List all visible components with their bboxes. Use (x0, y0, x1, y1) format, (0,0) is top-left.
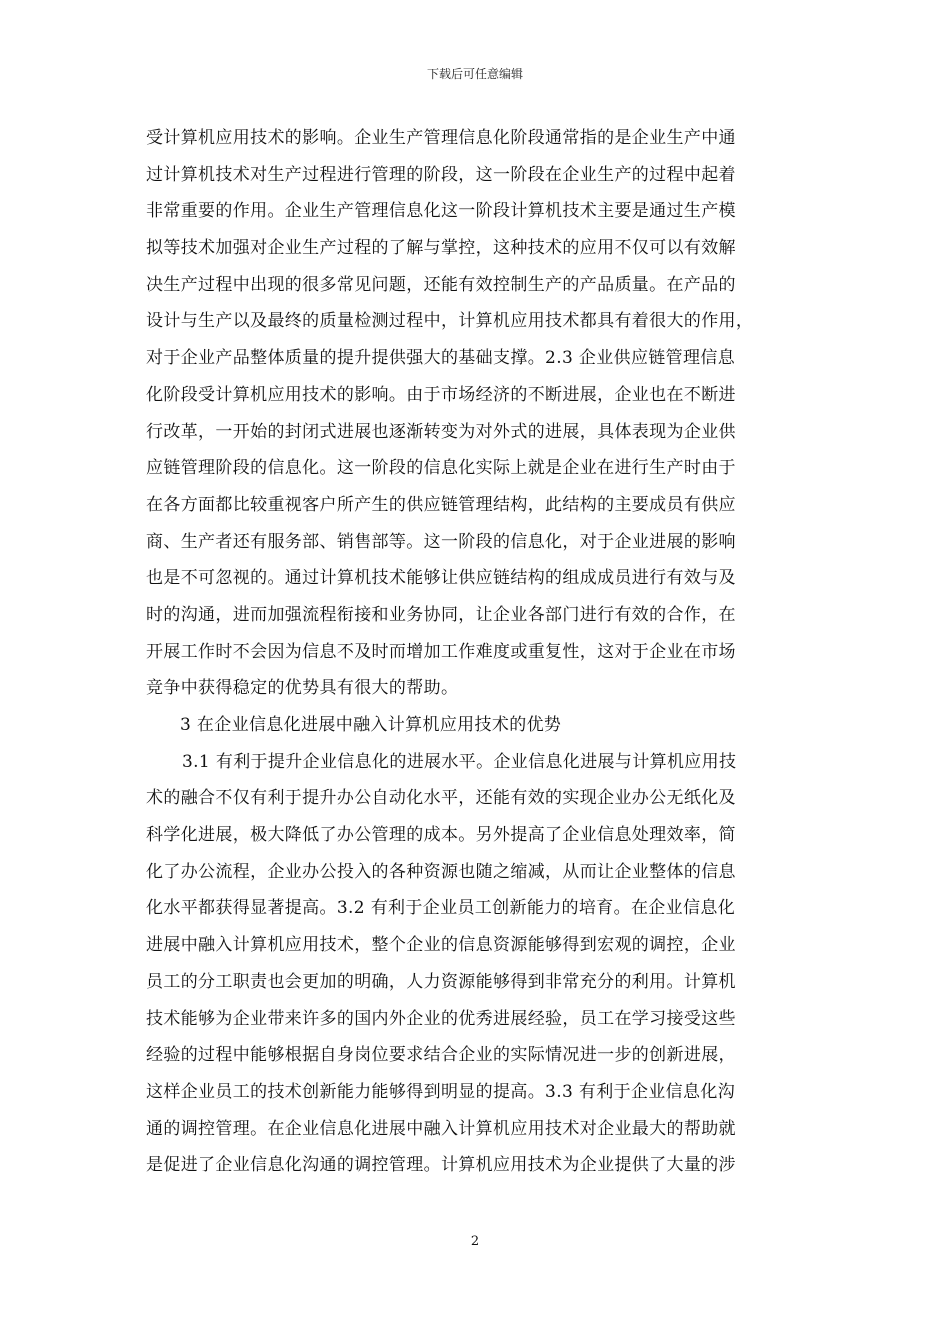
text-line: 经验的过程中能够根据自身岗位要求结合企业的实际情况进一步的创新进展， (146, 1045, 736, 1066)
text-line: 在各方面都比较重视客户所产生的供应链管理结构，此结构的主要成员有供应 (146, 494, 736, 515)
text-line: 竞争中获得稳定的优势具有很大的帮助。 (146, 678, 459, 699)
text-line: 员工的分工职责也会更加的明确，人力资源能够得到非常充分的利用。计算机 (146, 971, 736, 992)
text-line: 技术能够为企业带来许多的国内外企业的优秀进展经验，员工在学习接受这些 (146, 1008, 736, 1029)
text-line: 科学化进展，极大降低了办公管理的成本。另外提高了企业信息处理效率，简 (146, 825, 736, 846)
text-line: 应链管理阶段的信息化。这一阶段的信息化实际上就是企业在进行生产时由于 (146, 458, 736, 479)
text-line: 3.1 有利于提升企业信息化的进展水平。企业信息化进展与计算机应用技 (182, 751, 737, 772)
text-line: 化阶段受计算机应用技术的影响。由于市场经济的不断进展，企业也在不断进 (146, 384, 736, 405)
text-line: 术的融合不仅有利于提升办公自动化水平，还能有效的实现企业办公无纸化及 (146, 788, 736, 809)
document-body (146, 120, 826, 1184)
page-number: 2 (470, 1234, 480, 1249)
text-line: 开展工作时不会因为信息不及时而增加工作难度或重复性，这对于企业在市场 (146, 641, 736, 662)
text-line: 对于企业产品整体质量的提升提供强大的基础支撑。2.3 企业供应链管理信息 (146, 348, 736, 369)
text-line: 进展中融入计算机应用技术，整个企业的信息资源能够得到宏观的调控，企业 (146, 935, 736, 956)
text-line: 也是不可忽视的。通过计算机技术能够让供应链结构的组成成员进行有效与及 (146, 568, 736, 589)
text-line: 3 在企业信息化进展中融入计算机应用技术的优势 (180, 715, 562, 735)
text-line: 这样企业员工的技术创新能力能够得到明显的提高。3.3 有利于企业信息化沟 (146, 1081, 736, 1102)
page-header: 下载后可任意编辑 (426, 67, 523, 81)
text-line: 非常重要的作用。企业生产管理信息化这一阶段计算机技术主要是通过生产模 (146, 201, 736, 222)
text-line: 设计与生产以及最终的质量检测过程中，计算机应用技术都具有着很大的作用， (146, 311, 754, 332)
text-line: 时的沟通，进而加强流程衔接和业务协同，让企业各部门进行有效的合作，在 (146, 604, 736, 625)
text-line: 拟等技术加强对企业生产过程的了解与掌控，这种技术的应用不仅可以有效解 (146, 238, 736, 259)
text-line: 行改革，一开始的封闭式进展也逐渐转变为对外式的进展，具体表现为企业供 (146, 421, 736, 442)
text-line: 是促进了企业信息化沟通的调控管理。计算机应用技术为企业提供了大量的涉 (146, 1155, 736, 1176)
text-line: 化水平都获得显著提高。3.2 有利于企业员工创新能力的培育。在企业信息化 (146, 898, 736, 919)
text-line: 通的调控管理。在企业信息化进展中融入计算机应用技术对企业最大的帮助就 (146, 1118, 736, 1139)
text-line: 商、生产者还有服务部、销售部等。这一阶段的信息化，对于企业进展的影响 (146, 531, 736, 552)
text-line: 过计算机技术对生产过程进行管理的阶段，这一阶段在企业生产的过程中起着 (146, 164, 736, 185)
text-line: 决生产过程中出现的很多常见问题，还能有效控制生产的产品质量。在产品的 (146, 274, 736, 295)
text-line: 化了办公流程，企业办公投入的各种资源也随之缩减，从而让企业整体的信息 (146, 861, 736, 882)
text-line: 受计算机应用技术的影响。企业生产管理信息化阶段通常指的是企业生产中通 (146, 128, 736, 148)
